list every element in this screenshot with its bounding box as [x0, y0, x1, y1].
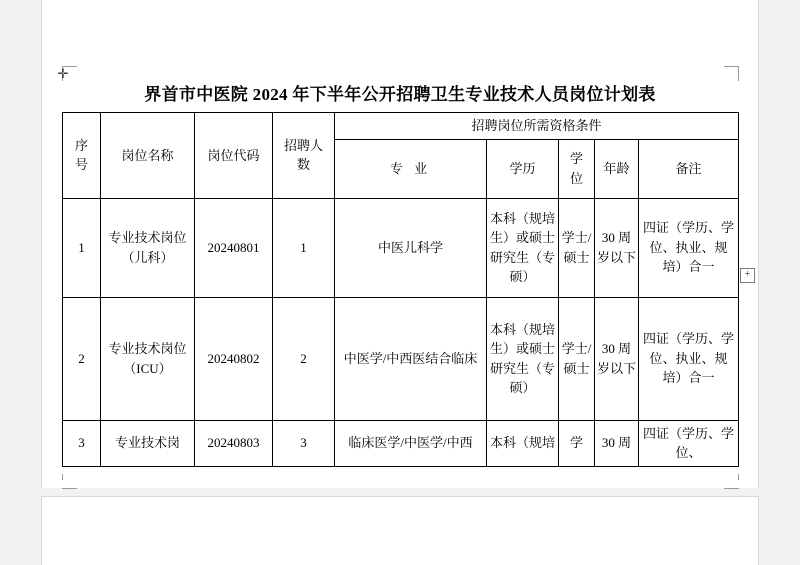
cell-seq: 2 [63, 297, 101, 420]
header-age: 年龄 [595, 139, 639, 198]
header-education: 学历 [487, 139, 559, 198]
header-seq: 序 号 [63, 113, 101, 199]
table-row [63, 198, 739, 297]
cell-education: 本科（规培生）或硕士研究生（专硕） [487, 297, 559, 420]
cell-remark: 四证（学历、学位、执业、规培）合一 [639, 297, 739, 420]
header-qualification-group: 招聘岗位所需资格条件 [335, 113, 739, 140]
page-title: 界首市中医院 2024 年下半年公开招聘卫生专业技术人员岗位计划表 [144, 85, 656, 104]
table-row [63, 297, 739, 420]
header-post-name: 岗位名称 [101, 113, 195, 199]
cell-age: 30 周岁以下 [595, 297, 639, 420]
recruitment-plan-table [62, 112, 739, 467]
page-bottom-mask [43, 480, 757, 488]
cell-degree: 学士/硕士 [559, 297, 595, 420]
cell-post-code: 20240803 [195, 420, 273, 466]
cell-post-code: 20240802 [195, 297, 273, 420]
cell-major: 中医学/中西医结合临床 [335, 297, 487, 420]
cell-post-code: 20240801 [195, 198, 273, 297]
table-move-icon[interactable]: ✛ [57, 66, 69, 81]
table-header-row-1 [63, 113, 739, 140]
cell-hire-count: 1 [273, 198, 335, 297]
cell-seq: 1 [63, 198, 101, 297]
cell-degree: 学士/硕士 [559, 198, 595, 297]
cell-major: 中医儿科学 [335, 198, 487, 297]
cell-education: 本科（规培生）或硕士研究生（专硕） [487, 198, 559, 297]
cell-age: 30 周岁以下 [595, 198, 639, 297]
cell-degree: 学 [559, 420, 595, 466]
next-page-sheet [42, 497, 758, 565]
header-major: 专 业 [335, 139, 487, 198]
cell-remark: 四证（学历、学位、 [639, 420, 739, 466]
cell-age: 30 周 [595, 420, 639, 466]
cell-post-name: 专业技术岗 [101, 420, 195, 466]
cell-seq: 3 [63, 420, 101, 466]
cell-hire-count: 3 [273, 420, 335, 466]
cell-remark: 四证（学历、学位、执业、规培）合一 [639, 198, 739, 297]
header-degree: 学 位 [559, 139, 595, 198]
table-resize-handle[interactable]: + [740, 268, 755, 283]
cell-hire-count: 2 [273, 297, 335, 420]
table-row [63, 420, 739, 466]
header-hire-count: 招聘人 数 [273, 113, 335, 199]
header-remark: 备注 [639, 139, 739, 198]
cell-post-name: 专业技术岗位（ICU） [101, 297, 195, 420]
cell-major: 临床医学/中医学/中西 [335, 420, 487, 466]
header-post-code: 岗位代码 [195, 113, 273, 199]
cell-post-name: 专业技术岗位（儿科） [101, 198, 195, 297]
page-break-gap [42, 487, 758, 497]
cell-education: 本科（规培 [487, 420, 559, 466]
